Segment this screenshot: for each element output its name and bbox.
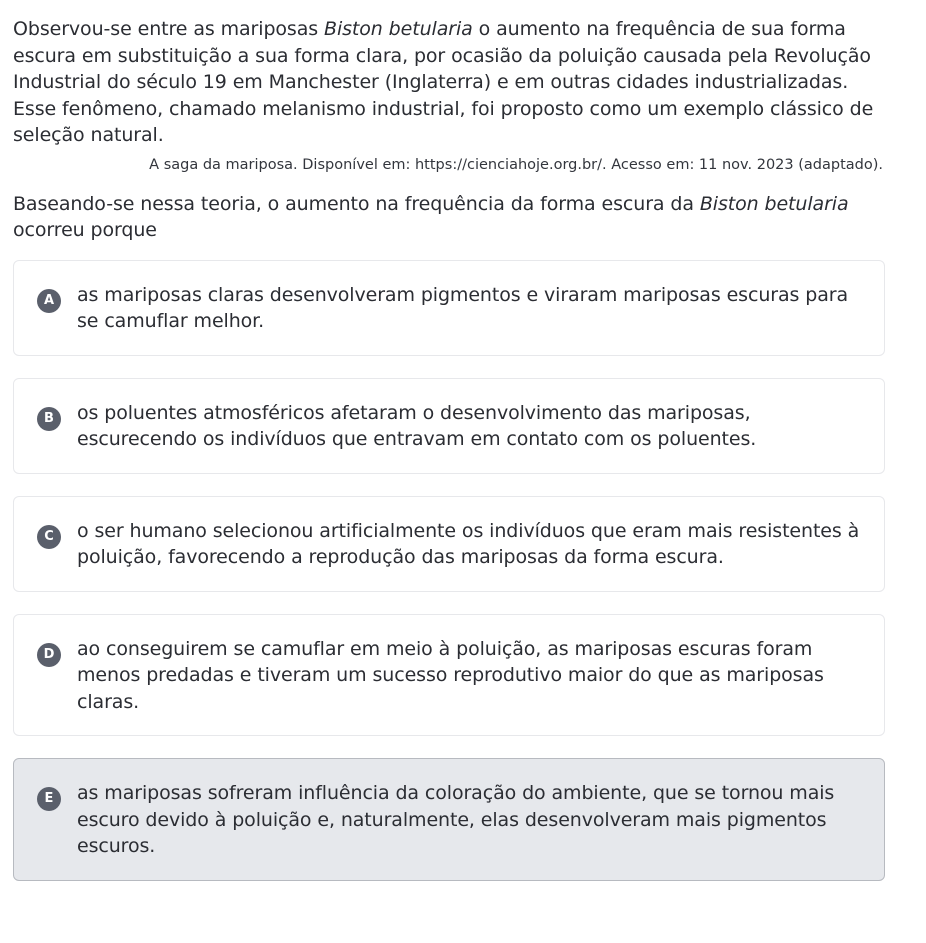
option-text: o ser humano selecionou artificialmente os indivíduos que eram mais resistentes à poluição, favorecendo a reprodução das mariposas da forma escura. [77,519,860,568]
option-b[interactable] [13,378,885,474]
option-text: ao conseguirem se camuflar em meio à poluição, as mariposas escuras foram menos predadas e tiveram um sucesso reprodutivo maior do que as mariposas claras. [77,637,824,713]
stem-text-part2: o aumento na frequência de sua forma escura em substituição a sua forma clara, por ocasião da poluição causada pela Revolução Industrial do século 19 em Manchester (Inglaterra) e em outras cidades industrializadas. Esse fenômeno, chamado melanismo industrial, foi proposto como um exemplo clássico de seleção natural. [13,18,874,146]
option-text: as mariposas claras desenvolveram pigmentos e viraram mariposas escuras para se camuflar melhor. [77,283,849,332]
option-d[interactable] [13,614,885,737]
question-page [13,0,885,903]
option-letter-badge: C [37,525,61,549]
question-prompt [13,191,885,244]
stem-species-name: Biston betularia [324,18,473,40]
option-text: os poluentes atmosféricos afetaram o desenvolvimento das mariposas, escurecendo os indivíduos que entravam em contato com os poluentes. [77,401,757,450]
question-species-name: Biston betularia [699,192,849,215]
option-letter-badge: D [37,643,61,667]
question-text-part2: ocorreu porque [13,219,157,241]
option-letter-badge: B [37,407,61,431]
source-citation: A saga da mariposa. Disponível em: https://cienciahoje.org.br/. Acesso em: 11 nov. 2023 (adaptado). [149,156,883,173]
question-text-part1: Baseando-se nessa teoria, o aumento na frequência da forma escura da [13,192,700,215]
stem-text-part1: Observou-se entre as mariposas [13,18,325,40]
option-e[interactable] [13,758,885,881]
option-c[interactable] [13,496,885,592]
option-a[interactable] [13,260,885,356]
answer-options [13,260,885,881]
option-text: as mariposas sofreram influência da coloração do ambiente, que se tornou mais escuro devido à poluição e, naturalmente, elas desenvolveram mais pigmentos escuros. [77,782,835,857]
question-stem [13,16,885,149]
option-letter-badge: A [37,289,61,313]
option-letter-badge: E [37,787,61,811]
